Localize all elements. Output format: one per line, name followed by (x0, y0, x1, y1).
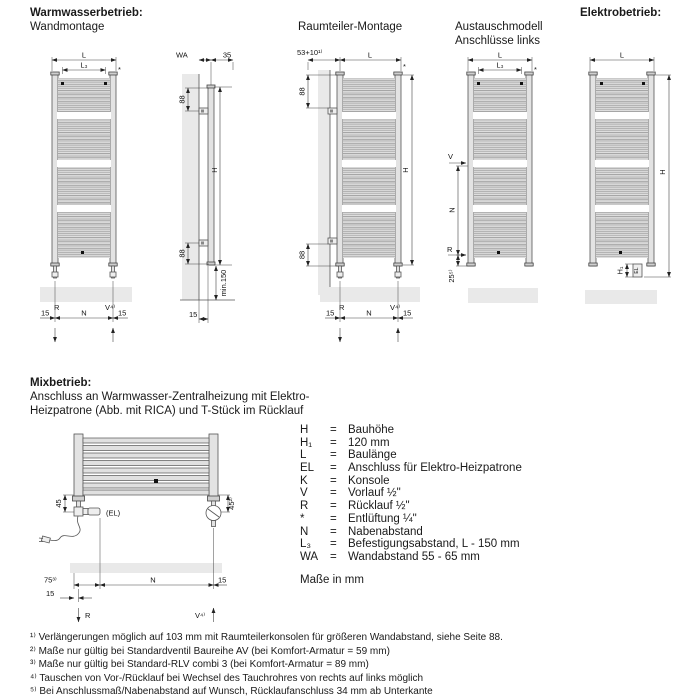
el-heizpatrone (88, 508, 100, 515)
legend-sym: H (300, 424, 309, 436)
power-cable (50, 516, 80, 541)
header-warmwasserbetrieb: Warmwasserbetrieb: (30, 7, 143, 19)
right-valve (206, 501, 221, 527)
valve-v (395, 272, 401, 277)
dim-45-left: 45 (54, 499, 63, 508)
t-piece (74, 507, 83, 516)
diagram-mixbetrieb (30, 428, 300, 628)
valve-v (110, 272, 116, 277)
dim-15-left: 15 (46, 589, 55, 598)
dim-15-right: 15 (118, 308, 127, 318)
legend-sym: K (300, 474, 308, 487)
legend-sym: H₁ (300, 436, 313, 449)
dim-L: L (619, 50, 625, 60)
label-V: V⁴⁾ (195, 611, 206, 620)
footnote-4: ⁴⁾ Tauschen von Vor-/Rücklauf bei Wechsel des Tauchrohres von rechts auf links möglich (30, 672, 424, 684)
header-raumteiler-montage: Raumteiler-Montage (298, 21, 403, 33)
legend-val: Konsole (348, 474, 390, 487)
radiator-front (320, 72, 420, 302)
legend-sym: R (300, 500, 309, 513)
dim-H: H (210, 167, 219, 173)
legend-row (300, 513, 522, 526)
legend-sym: * (300, 512, 305, 525)
valve-r (337, 272, 343, 277)
legend-row (300, 449, 522, 462)
divider-wall (318, 70, 330, 295)
mount-point-right (104, 82, 107, 85)
legend-eq: = (330, 436, 337, 449)
legend-row (300, 475, 522, 488)
dim-75: 75³⁾ (44, 575, 57, 585)
legend-sym: WA (300, 550, 319, 563)
legend-val: Rücklauf ½" (348, 500, 410, 513)
label-EL: EL (634, 267, 640, 274)
legend-sym: EL (300, 462, 315, 475)
label-R: R (54, 303, 60, 312)
legend-val: Anschluss für Elektro-Heizpatrone (348, 462, 522, 475)
label-V: V⁴⁾ (105, 303, 116, 312)
dim-88-bottom: 88 (177, 249, 187, 258)
legend-eq: = (330, 512, 337, 525)
dim-15: 15 (189, 310, 198, 319)
footnote-5: ⁵⁾ Bei Anschlussmaß/Nabenabstand auf Wunsch, Rücklaufanschluss 34 mm ab Unterkante (30, 686, 433, 698)
floor-strip (585, 290, 657, 304)
radiator-front (467, 72, 538, 303)
label-R: R (85, 611, 91, 620)
mix-desc-line1: Anschluss an Warmwasser-Zentralheizung mit Elektro- (30, 391, 310, 403)
legend-row (300, 500, 522, 513)
legend-eq: = (330, 500, 337, 513)
dim-N: N (447, 207, 457, 213)
legend-row (300, 538, 522, 551)
legend-eq: = (330, 424, 337, 436)
legend-row (300, 437, 522, 450)
legend-val: 120 mm (348, 436, 390, 449)
dim-L: L (367, 50, 373, 60)
legend-val: Befestigungsabstand, L - 150 mm (348, 538, 520, 551)
header-austauschmodell: Austauschmodell (455, 21, 543, 33)
floor-strip (40, 287, 132, 302)
legend-row (300, 487, 522, 500)
footnote-1: ¹⁾ Verlängerungen möglich auf 103 mm mit Raumteilerkonsolen für größeren Wandabstand, siehe Seite 88. (30, 632, 503, 643)
footnote-2: ²⁾ Maße nur gültig bei Standardventil Baureihe AV (bei Komfort-Armatur = 59 mm) (30, 645, 390, 657)
diagram-wandmontage (30, 48, 245, 360)
label-V: V⁴⁾ (390, 303, 401, 312)
legend-val: Wandabstand 55 - 65 mm (348, 550, 480, 563)
mix-desc-line2: Heizpatrone (Abb. mit RICA) und T-Stück im Rücklauf (30, 405, 304, 417)
legend-val: Vorlauf ½" (348, 487, 401, 500)
legend-val: Baulänge (348, 449, 397, 462)
dim-label-L: L (81, 50, 87, 60)
footnotes (30, 631, 503, 699)
legend-row (300, 424, 522, 437)
vent-symbol: * (534, 65, 537, 74)
dim-offset: 53+10¹⁾ (297, 48, 323, 57)
dim-88-top: 88 (177, 95, 187, 104)
dim-L3: L₃ (496, 60, 504, 70)
dim-H1: H₁ (615, 266, 625, 275)
diagram-elektro (575, 48, 690, 330)
dim-88-bottom: 88 (297, 250, 307, 260)
label-R: R (339, 303, 345, 312)
dim-L: L (497, 50, 503, 60)
dim-15-right: 15 (218, 575, 227, 585)
legend-row (300, 526, 522, 539)
floor-strip (70, 563, 222, 573)
diagram-raumteiler (295, 48, 430, 360)
legend-val: Entlüftung ¼" (348, 512, 417, 525)
dim-15-left: 15 (41, 308, 50, 318)
header-wandmontage: Wandmontage (30, 21, 105, 33)
measure-unit-note: Maße in mm (300, 574, 364, 586)
legend-eq: = (330, 525, 337, 538)
wall (182, 74, 199, 300)
header-elektrobetrieb: Elektrobetrieb: (580, 7, 662, 19)
radiator-front (40, 72, 132, 302)
legend-eq: = (330, 462, 337, 475)
dim-N: N (81, 308, 87, 318)
legend-sym: N (300, 525, 309, 538)
dim-min150: min.150 (219, 269, 228, 297)
diagram-austauschmodell (445, 48, 565, 330)
floor-strip (468, 288, 538, 303)
mount-point-left (61, 82, 64, 85)
legend-sym: V (300, 487, 308, 500)
dim-15-right: 15 (403, 308, 412, 318)
legend-row (300, 551, 522, 564)
footnote-3: ³⁾ Maße nur gültig bei Standard-RLV combi 3 (bei Komfort-Armatur = 89 mm) (30, 659, 369, 671)
dim-label-L3: L₃ (80, 60, 88, 70)
dim-35: 35 (222, 50, 232, 60)
dim-25: 25⁵⁾ (447, 269, 456, 283)
label-EL: (EL) (106, 508, 121, 518)
label-R: R (447, 245, 453, 254)
dim-N: N (150, 575, 156, 585)
header-anschluesse-links: Anschlüsse links (455, 35, 541, 47)
legend (300, 424, 522, 564)
dim-H: H (658, 169, 667, 175)
radiator-bottom-section (73, 434, 220, 501)
dim-45-right: 45²⁾ (227, 497, 236, 510)
dim-N: N (366, 308, 372, 318)
legend-row (300, 462, 522, 475)
header-mixbetrieb: Mixbetrieb: (30, 377, 92, 389)
legend-sym: L (300, 449, 307, 462)
vent-symbol: * (118, 65, 121, 74)
dim-88-top: 88 (297, 87, 307, 96)
valve-r (52, 272, 58, 277)
vent-symbol: * (403, 62, 406, 71)
legend-sym: L₃ (300, 538, 312, 551)
dim-WA: WA (176, 50, 188, 60)
legend-eq: = (330, 538, 337, 551)
legend-eq: = (330, 487, 337, 500)
left-fitting-with-heizpatrone (39, 501, 100, 543)
legend-val: Nabenabstand (348, 525, 423, 538)
legend-eq: = (330, 449, 337, 462)
floor-strip (320, 287, 420, 302)
dim-15-left: 15 (326, 308, 335, 318)
dim-H: H (401, 167, 410, 173)
label-V: V (448, 152, 454, 161)
legend-eq: = (330, 474, 337, 487)
legend-val: Bauhöhe (348, 424, 395, 436)
legend-eq: = (330, 550, 337, 563)
